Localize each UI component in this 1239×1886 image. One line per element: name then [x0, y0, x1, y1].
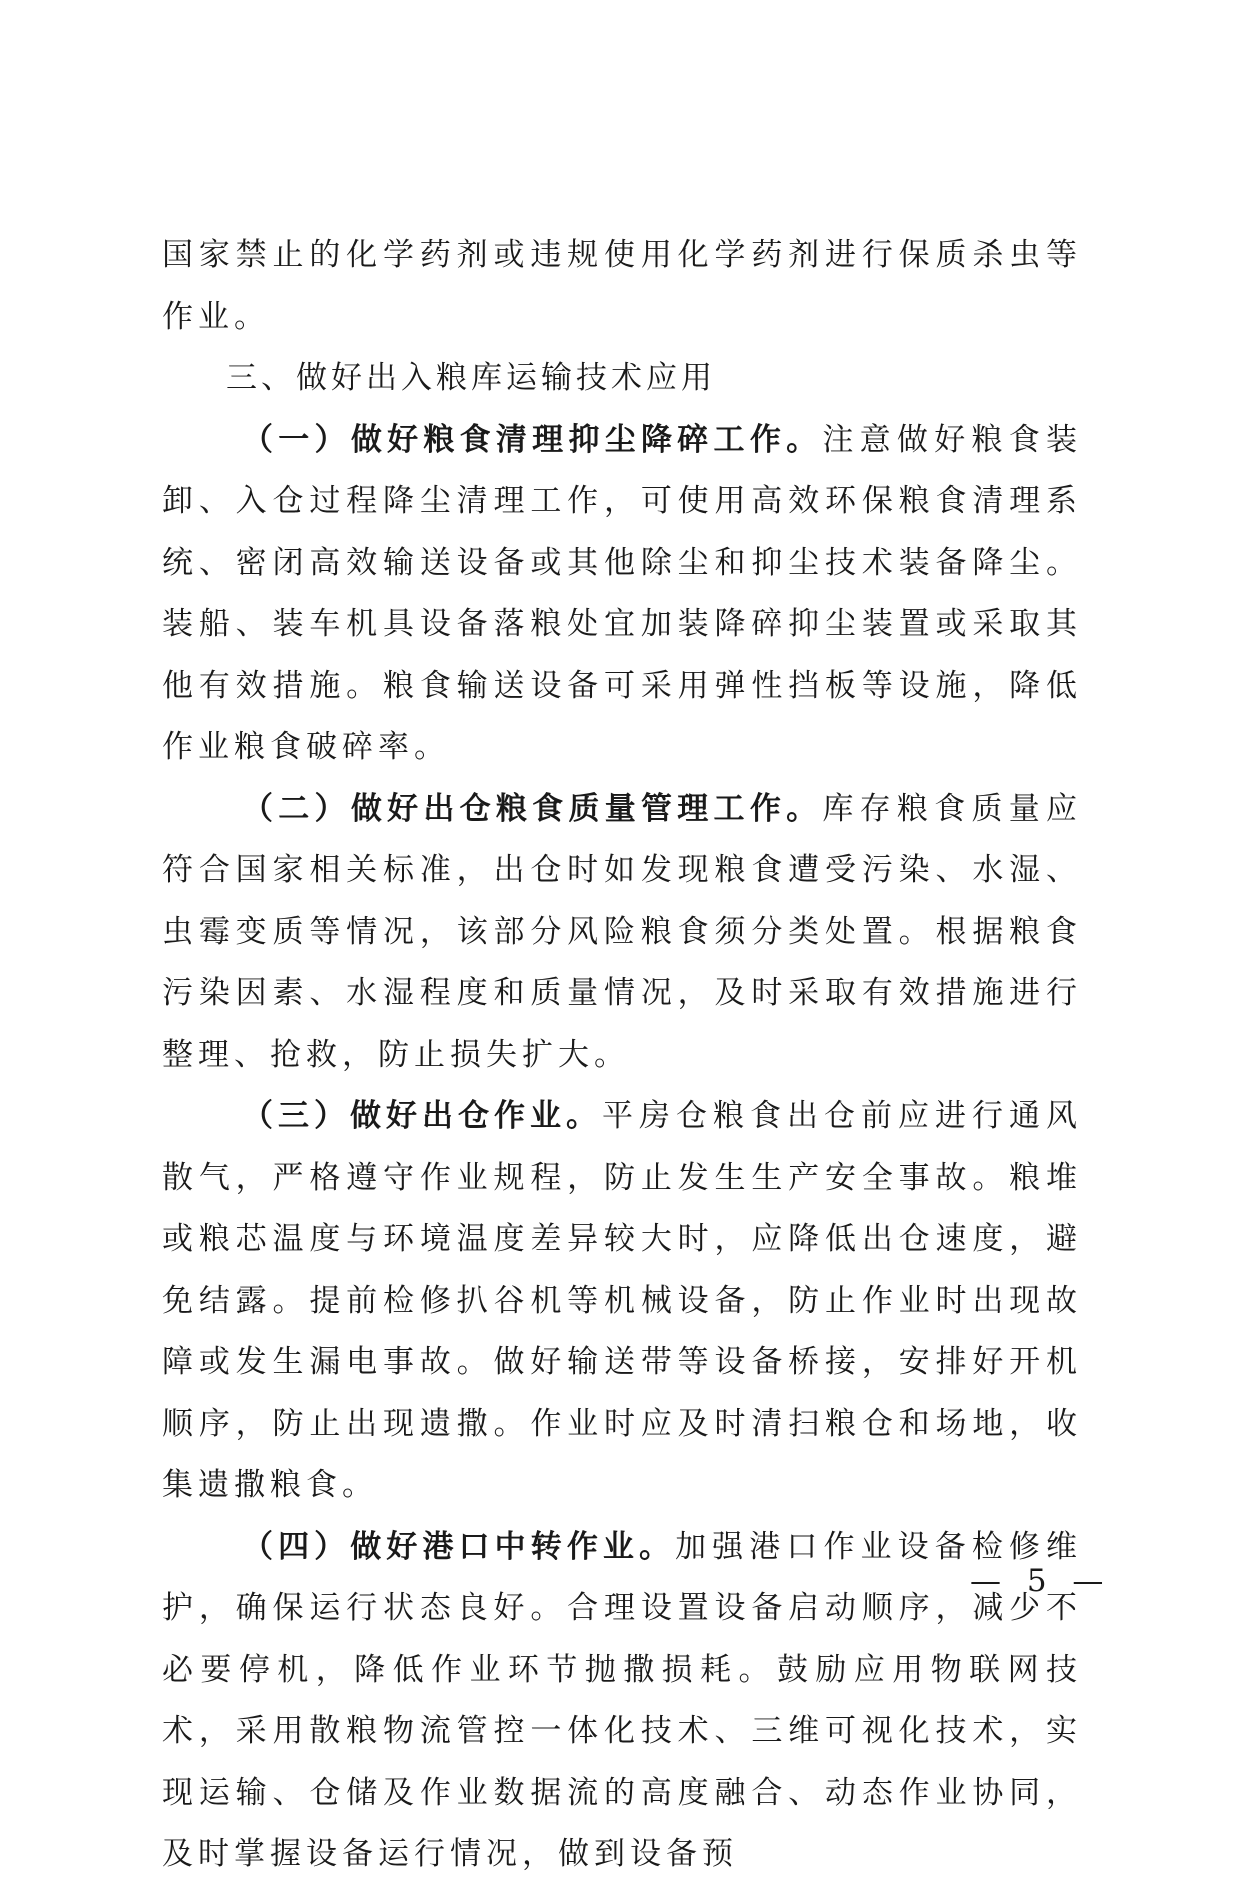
- body-text: [162, 225, 1082, 1886]
- item-paragraph-4: [162, 1517, 1082, 1886]
- section-heading: 三、做好出入粮库运输技术应用: [226, 360, 716, 396]
- item-lead-1: （一）做好粮食清理抑尘降碎工作。: [242, 421, 823, 458]
- item-body-3: 平房仓粮食出仓前应进行通风散气，严格遵守作业规程，防止发生生产安全事故。粮堆或粮芯温度与环境温度差异较大时，应降低出仓速度，避免结露。提前检修扒谷机等机械设备，防止作业时出现故障或发生漏电事故。做好输送带等设备桥接，安排好开机顺序，防止出现遗撒。作业时应及时清扫粮仓和场地，收集遗撒粮食。: [162, 1098, 1082, 1503]
- item-paragraph-3: [162, 1086, 1082, 1517]
- item-paragraph-1: [162, 410, 1082, 779]
- item-body-2: 库存粮食质量应符合国家相关标准，出仓时如发现粮食遭受污染、水湿、虫霉变质等情况，该部分风险粮食须分类处置。根据粮食污染因素、水湿程度和质量情况，及时采取有效措施进行整理、抢救，防止损失扩大。: [162, 790, 1083, 1073]
- item-lead-4: （四）做好港口中转作业。: [242, 1528, 676, 1565]
- item-body-1: 注意做好粮食装卸、入仓过程降尘清理工作，可使用高效环保粮食清理系统、密闭高效输送设备或其他除尘和抑尘技术装备降尘。装船、装车机具设备落粮处宜加装降碎抑尘装置或采取其他有效措施。粮食输送设备可采用弹性挡板等设施，降低作业粮食破碎率。: [162, 421, 1083, 765]
- item-lead-3: （三）做好出仓作业。: [242, 1098, 602, 1134]
- item-body-4: 加强港口作业设备检修维护，确保运行状态良好。合理设置设备启动顺序，减少不必要停机，降低作业环节抛撒损耗。鼓励应用物联网技术，采用散粮物流管控一体化技术、三维可视化技术，实现运输、仓储及作业数据流的高度融合、动态作业协同，及时掌握设备运行情况，做到设备预: [162, 1528, 1083, 1872]
- continuation-paragraph: 国家禁止的化学药剂或违规使用化学药剂进行保质杀虫等作业。: [162, 237, 1082, 335]
- page-number: — 5 —: [970, 1563, 1112, 1599]
- item-lead-2: （二）做好出仓粮食质量管理工作。: [242, 790, 823, 827]
- item-paragraph-2: [162, 779, 1082, 1087]
